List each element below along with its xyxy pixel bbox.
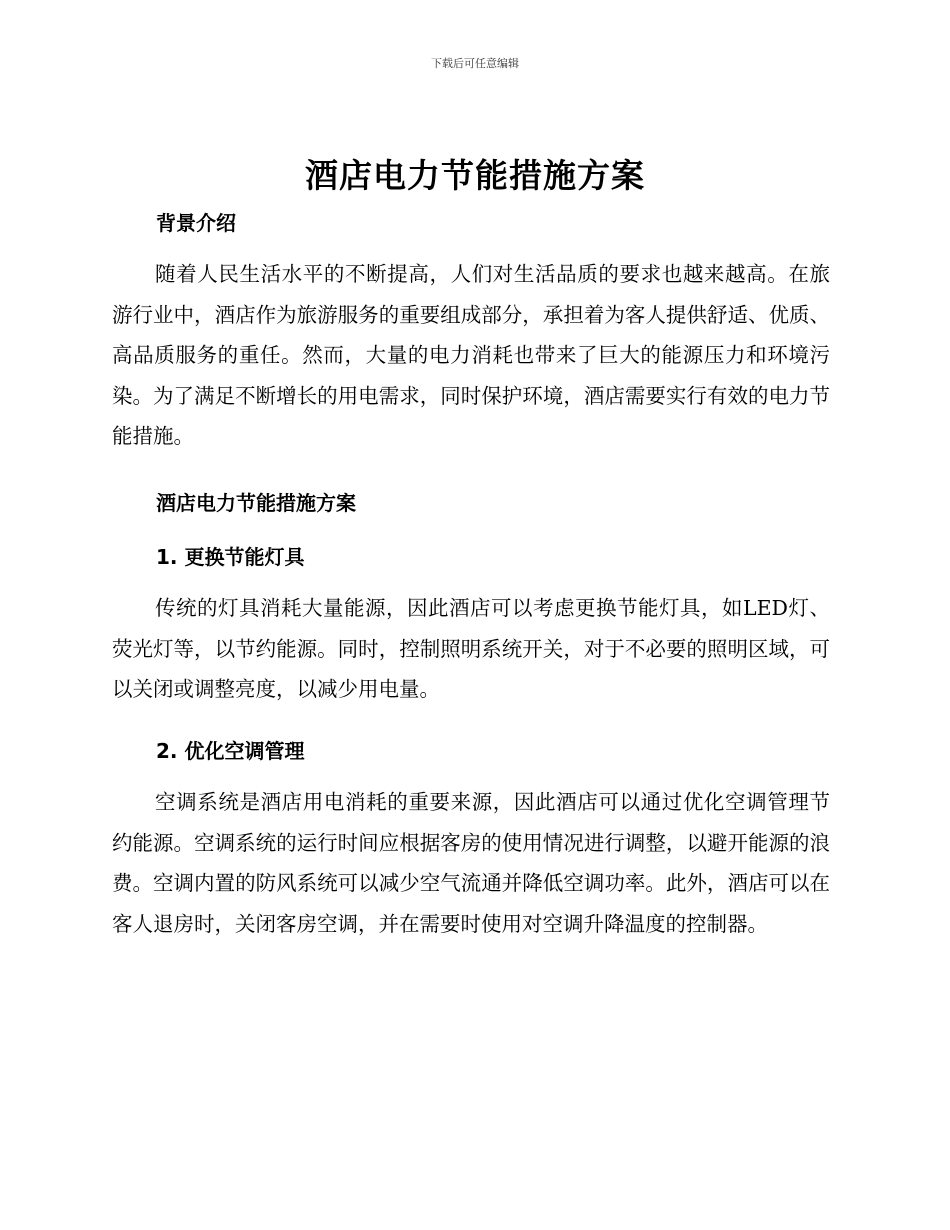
section-paragraph-lighting: 传统的灯具消耗大量能源，因此酒店可以考虑更换节能灯具，如LED灯、荧光灯等，以节约能源。同时，控制照明系统开关，对于不必要的照明区域，可以关闭或调整亮度，以减少用电量。 [112,596,830,701]
section-heading-air-conditioning: 2. 优化空调管理 [156,739,305,763]
header-note: 下载后可任意编辑 [431,57,519,70]
section-heading-background: 背景介绍 [156,211,236,235]
document-title: 酒店电力节能措施方案 [305,156,645,195]
section-heading-lighting: 1. 更换节能灯具 [156,545,305,569]
section-heading-plan: 酒店电力节能措施方案 [156,491,356,515]
section-paragraph-background: 随着人民生活水平的不断提高，人们对生活品质的要求也越来越高。在旅游行业中，酒店作为旅游服务的重要组成部分，承担着为客人提供舒适、优质、高品质服务的重任。然而，大量的电力消耗也带来了巨大的能源压力和环境污染。为了满足不断增长的用电需求，同时保护环境，酒店需要实行有效的电力节能措施。 [112,262,830,448]
section-paragraph-air-conditioning: 空调系统是酒店用电消耗的重要来源，因此酒店可以通过优化空调管理节约能源。空调系统的运行时间应根据客房的使用情况进行调整，以避开能源的浪费。空调内置的防风系统可以减少空气流通并降低空调功率。此外，酒店可以在客人退房时，关闭客房空调，并在需要时使用对空调升降温度的控制器。 [112,790,830,936]
